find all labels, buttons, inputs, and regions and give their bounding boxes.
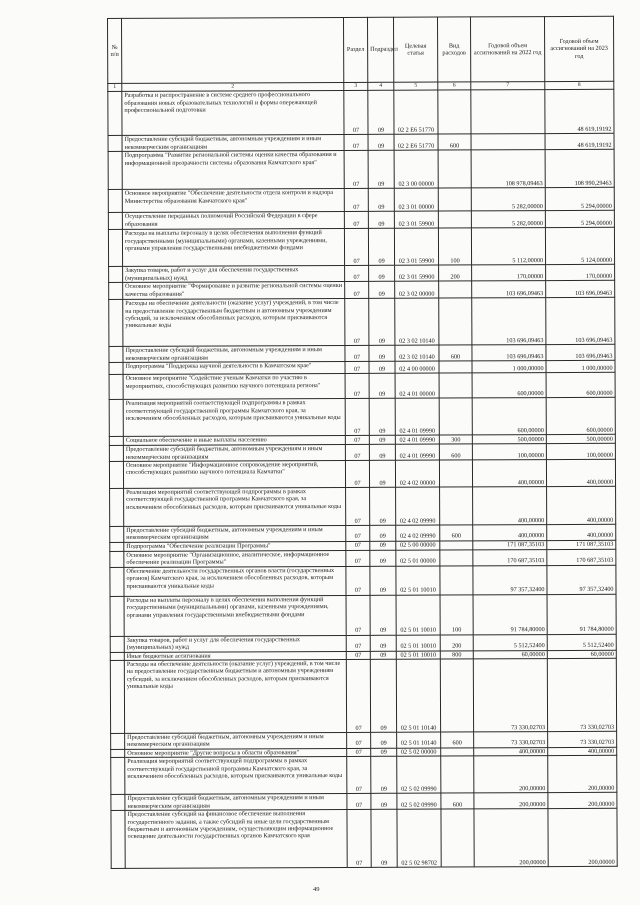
row-vr-cell: [439, 373, 472, 398]
row-razdel-cell: 07: [347, 748, 371, 757]
row-csr-cell: 02 5 01 10140: [397, 732, 441, 748]
table-row: [110, 658, 616, 733]
row-podrazdel-cell: 09: [370, 651, 396, 660]
row-2022-cell: 600,00000: [472, 373, 546, 398]
row-no-cell: [109, 375, 123, 400]
row-2023-cell: 100,00000: [546, 444, 615, 460]
row-podrazdel-cell: 09: [368, 212, 394, 229]
row-2023-cell: 97 357,32400: [547, 565, 616, 594]
row-vr-cell: 100: [440, 595, 473, 635]
table-body: [108, 90, 617, 869]
row-no-cell: [108, 213, 122, 230]
row-2022-cell: 103 696,09463: [472, 345, 546, 361]
header-csr: Целевая статья: [393, 17, 437, 82]
row-razdel-cell: 07: [344, 151, 368, 189]
table-row: [111, 756, 617, 795]
row-2023-cell: 400,00000: [548, 747, 617, 756]
row-vr-cell: [440, 550, 473, 566]
row-2022-cell: 5 282,00000: [471, 188, 545, 211]
row-razdel-cell: 07: [345, 299, 369, 346]
row-podrazdel-cell: 09: [370, 635, 396, 651]
table-row: [109, 265, 615, 283]
row-name-cell: Реализация мероприятий соответствующей подпрограммы в рамках соответствующей государственной программы Камчатского края, за исключением обособленных расходов, которым присваиваются уникальные коды: [124, 487, 346, 526]
row-razdel-cell: 07: [345, 399, 369, 436]
table-row: [108, 150, 614, 190]
row-2022-cell: 97 357,32400: [473, 565, 547, 594]
row-razdel-cell: 07: [345, 460, 369, 487]
row-2023-cell: 73 330,02703: [547, 658, 616, 731]
row-name-cell: Обеспечение деятельности государственных органов власти (государственных органов) Камчатского края, за исключением обособленных расходов, которым присваиваются уникальные коды: [124, 566, 346, 596]
row-vr-cell: [441, 756, 474, 793]
row-csr-cell: 02 3 00 00000: [394, 150, 438, 188]
table-header-row: [108, 16, 614, 83]
row-no-cell: [109, 461, 123, 488]
row-name-cell: Основное мероприятие "Формирование и развитие региональной системы оценки качества образования": [123, 282, 345, 300]
row-csr-cell: 02 3 01 00000: [394, 188, 438, 211]
row-csr-cell: 02 3 01 59900: [395, 265, 439, 281]
row-name-cell: Подпрограмма "Обеспечение реализации Программы": [124, 541, 346, 551]
row-vr-cell: 600: [439, 345, 472, 361]
row-vr-cell: [439, 298, 472, 345]
index-cell: 7: [471, 82, 545, 91]
row-2023-cell: 400,00000: [547, 486, 616, 524]
row-no-cell: [111, 811, 125, 869]
row-name-cell: Подпрограмма "Развитие региональной системы оценки качества образования и информационной прозрачности системы образования Камчатского края": [122, 151, 344, 190]
row-razdel-cell: 07: [344, 229, 368, 266]
row-2022-cell: 73 330,02703: [473, 659, 547, 732]
row-2023-cell: 400,00000: [547, 524, 616, 540]
row-podrazdel-cell: 09: [371, 794, 397, 810]
row-no-cell: [110, 660, 124, 733]
table-row: [108, 90, 614, 136]
row-razdel-cell: 07: [345, 436, 369, 445]
row-podrazdel-cell: 09: [369, 373, 395, 398]
row-no-cell: [108, 92, 122, 136]
row-no-cell: [109, 437, 123, 446]
row-razdel-cell: 07: [345, 374, 369, 399]
row-2022-cell: 5 112,00000: [471, 228, 545, 265]
row-2022-cell: 60,00000: [473, 650, 547, 659]
row-name-cell: Предоставление субсидий на финансовое обеспечение выполнения государственного задания, а также субсидий на иные цели государственным бюджетным и автономным учреждениям, осуществляющим информационное освещение деятельности государственных органов Камчатского края: [125, 810, 347, 869]
row-2023-cell: 5 512,52400: [547, 634, 616, 650]
row-podrazdel-cell: 09: [369, 460, 395, 487]
table-row: [111, 808, 617, 868]
row-2023-cell: 400,00000: [546, 459, 615, 486]
row-razdel-cell: 07: [346, 550, 370, 566]
row-podrazdel-cell: 09: [370, 525, 396, 541]
row-podrazdel-cell: 09: [370, 487, 396, 525]
row-2023-cell: 200,00000: [548, 793, 617, 809]
table-row: [109, 373, 615, 400]
row-podrazdel-cell: 09: [371, 809, 397, 867]
table-row: [110, 524, 616, 542]
row-razdel-cell: 07: [344, 135, 368, 151]
row-vr-cell: 100: [438, 228, 471, 265]
row-podrazdel-cell: 09: [369, 266, 395, 282]
row-podrazdel-cell: 09: [370, 659, 396, 732]
table-row: [109, 281, 615, 300]
row-name-cell: Основное мероприятие "Информационное сопровождение мероприятий, способствующих развитию научного потенциала Камчатки": [123, 460, 345, 488]
row-2023-cell: 48 619,19192: [545, 90, 614, 134]
row-2022-cell: [471, 134, 545, 150]
row-2022-cell: 91 784,80000: [473, 594, 547, 634]
row-2023-cell: 103 696,09463: [546, 281, 615, 298]
row-2022-cell: 73 330,02703: [474, 732, 548, 748]
row-vr-cell: [438, 90, 471, 134]
row-name-cell: Разработка и распространение в системе среднего профессионального образования новых образовательных технологий и формы опережающей профессиональной подготовки: [122, 91, 344, 136]
row-name-cell: Закупка товаров, работ и услуг для обеспечения государственных (муниципальных) нужд: [123, 266, 345, 283]
row-podrazdel-cell: 09: [368, 189, 394, 212]
row-vr-cell: [440, 566, 473, 595]
row-csr-cell: 02 4 02 09990: [396, 525, 440, 541]
row-2022-cell: 171 087,35103: [473, 540, 547, 549]
row-vr-cell: 600: [441, 732, 474, 748]
table-row: [109, 444, 615, 462]
row-razdel-cell: 07: [344, 189, 368, 212]
row-csr-cell: 02 4 01 00000: [395, 373, 439, 398]
row-podrazdel-cell: 09: [370, 566, 396, 595]
row-csr-cell: 02 5 02 09990: [397, 756, 441, 793]
row-no-cell: [109, 347, 123, 363]
row-name-cell: Предоставление субсидий бюджетным, автономным учреждениям и иным некоммерческим организациям: [123, 445, 345, 462]
row-name-cell: Основное мероприятие "Содействие ученым Камчатки по участию в мероприятиях, способствующих развитию научного потенциала региона": [123, 374, 345, 400]
row-2023-cell: 5 294,00000: [545, 211, 614, 228]
row-razdel-cell: 07: [346, 651, 370, 660]
row-vr-cell: [438, 150, 471, 188]
row-razdel-cell: 07: [346, 487, 370, 525]
row-razdel-cell: 07: [345, 266, 369, 282]
row-2023-cell: 5 294,00000: [545, 188, 614, 211]
row-csr-cell: 02 4 02 00000: [395, 460, 439, 487]
header-razdel: Раздел: [343, 17, 367, 82]
header-name: [122, 17, 344, 83]
row-2022-cell: 170 687,35103: [473, 549, 547, 565]
row-2023-cell: 91 784,80000: [547, 594, 616, 634]
row-name-cell: Основное мероприятие "Организационное, аналитическое, информационное обеспечение реализации Программы": [124, 550, 346, 567]
row-no-cell: [110, 488, 124, 526]
row-name-cell: Предоставление субсидий бюджетным, автономным учреждениям и иным некоммерческим организациям: [123, 346, 345, 363]
index-cell: 2: [122, 82, 344, 91]
row-csr-cell: 02 3 01 59900: [394, 211, 438, 228]
row-csr-cell: 02 3 02 10140: [395, 298, 439, 345]
row-2022-cell: 400,00000: [473, 487, 547, 525]
table-row: [110, 634, 616, 652]
row-razdel-cell: 07: [344, 91, 368, 135]
row-2022-cell: 500,00000: [472, 435, 546, 444]
header-podrazdel: Подраздел: [367, 17, 393, 82]
row-no-cell: [110, 551, 124, 567]
row-no-cell: [111, 758, 125, 795]
header-vr: Вид расходов: [437, 17, 470, 82]
table-row: [109, 345, 615, 363]
table-row: [110, 594, 616, 636]
row-razdel-cell: 07: [347, 732, 371, 748]
index-cell: 5: [394, 82, 438, 91]
row-podrazdel-cell: 09: [370, 541, 396, 550]
table-row: [109, 398, 615, 437]
row-podrazdel-cell: 09: [369, 444, 395, 460]
row-podrazdel-cell: 09: [369, 281, 395, 298]
row-razdel-cell: 07: [346, 635, 370, 651]
row-razdel-cell: 07: [346, 659, 370, 732]
row-vr-cell: 600: [441, 793, 474, 809]
row-razdel-cell: 07: [345, 362, 369, 374]
page-number: 49: [313, 886, 320, 893]
budget-table: [107, 16, 618, 869]
row-podrazdel-cell: 09: [371, 748, 397, 757]
row-2022-cell: 600,00000: [472, 398, 546, 435]
table-row: [111, 731, 617, 749]
row-podrazdel-cell: 09: [371, 732, 397, 748]
table-row: [110, 549, 616, 567]
row-no-cell: [109, 400, 123, 437]
row-vr-cell: 200: [440, 635, 473, 651]
row-csr-cell: 02 4 02 09990: [396, 487, 440, 525]
header-no: № п/п: [108, 18, 122, 83]
row-2022-cell: 400,00000: [473, 525, 547, 541]
row-2023-cell: 103 696,09463: [546, 345, 615, 361]
table-row: [109, 459, 615, 488]
row-2023-cell: 1 000,00000: [546, 361, 615, 373]
row-2022-cell: 200,00000: [474, 756, 548, 793]
row-vr-cell: 600: [438, 134, 471, 150]
row-2023-cell: 108 990,29463: [545, 150, 614, 188]
row-csr-cell: 02 5 01 10140: [396, 659, 440, 732]
table-row: [108, 211, 614, 230]
row-csr-cell: 02 3 01 59900: [394, 228, 438, 265]
row-2022-cell: 1 000,00000: [472, 361, 546, 373]
row-razdel-cell: 07: [345, 445, 369, 461]
row-podrazdel-cell: 09: [370, 595, 396, 635]
row-2022-cell: 5 282,00000: [471, 211, 545, 228]
row-csr-cell: 02 3 02 00000: [395, 281, 439, 298]
row-2022-cell: [471, 90, 545, 134]
row-no-cell: [108, 152, 122, 190]
row-razdel-cell: 07: [347, 809, 371, 867]
row-csr-cell: 02 5 01 00000: [396, 550, 440, 566]
row-2023-cell: 200,00000: [548, 756, 617, 793]
row-no-cell: [110, 652, 124, 660]
row-name-cell: Основное мероприятие "Другие вопросы в области образования": [125, 748, 347, 757]
row-name-cell: Предоставление субсидий бюджетным, автономным учреждениям и иным некоммерческим организациям: [122, 135, 344, 152]
row-no-cell: [110, 636, 124, 652]
row-vr-cell: [440, 541, 473, 550]
table-row: [110, 486, 616, 526]
row-name-cell: Расходы на обеспечение деятельности (оказание услуг) учреждений, в том числе на предоставление государственным бюджетным и автономным учреждениям субсидий, за исключением обособленных расходов, которым присваиваются уникальные коды: [123, 299, 345, 347]
row-vr-cell: 200: [439, 265, 472, 281]
row-no-cell: [111, 749, 125, 757]
row-csr-cell: 02 4 01 09990: [395, 435, 439, 444]
row-podrazdel-cell: 09: [368, 91, 394, 135]
index-cell: 4: [368, 82, 394, 91]
row-podrazdel-cell: 09: [368, 151, 394, 189]
row-vr-cell: [440, 487, 473, 525]
row-csr-cell: 02 3 02 10140: [395, 345, 439, 361]
row-podrazdel-cell: 09: [369, 345, 395, 361]
row-vr-cell: [438, 211, 471, 228]
header-2022: Годовой объем ассигнований на 2022 год: [470, 17, 544, 82]
row-vr-cell: [441, 809, 474, 867]
row-name-cell: Реализация мероприятий соответствующей подпрограммы в рамках соответствующей государственной программы Камчатского края, за исключением обособленных расходов, которым присваиваются уникальные коды: [125, 757, 347, 795]
row-2023-cell: 73 330,02703: [548, 731, 617, 747]
index-cell: 3: [344, 82, 368, 91]
table-row: [108, 228, 614, 267]
row-csr-cell: 02 2 E6 51770: [394, 134, 438, 150]
row-no-cell: [109, 283, 123, 300]
row-vr-cell: 300: [439, 435, 472, 444]
row-podrazdel-cell: 09: [369, 435, 395, 444]
row-name-cell: Расходы на выплаты персоналу в целях обеспечения выполнения функций государственными (муниципальными) органами, казенными учреждениями, органами управления государственными внебюджетными фондами: [122, 229, 344, 267]
row-csr-cell: 02 2 E6 51770: [394, 90, 438, 134]
row-vr-cell: [438, 188, 471, 211]
row-2022-cell: 400,00000: [474, 747, 548, 756]
row-no-cell: [110, 596, 124, 636]
row-2023-cell: 60,00000: [547, 650, 616, 659]
row-name-cell: Расходы на обеспечение деятельности (оказание услуг) учреждений, в том числе на предоставление государственным бюджетным и автономным учреждениям субсидий, за исключением обособленных расходов, которым присваиваются уникальные коды: [124, 660, 346, 734]
row-csr-cell: 02 5 01 10010: [396, 595, 440, 635]
row-csr-cell: 02 5 02 00000: [397, 748, 441, 757]
table-row: [109, 298, 615, 347]
row-no-cell: [108, 136, 122, 152]
row-vr-cell: 800: [440, 651, 473, 660]
index-cell: 1: [108, 83, 122, 91]
row-no-cell: [109, 446, 123, 462]
row-2023-cell: 103 696,09463: [546, 298, 615, 345]
row-podrazdel-cell: 09: [369, 298, 395, 345]
row-name-cell: Иные бюджетные ассигнования: [124, 651, 346, 660]
table-row: [108, 188, 614, 213]
row-vr-cell: 600: [439, 444, 472, 460]
row-vr-cell: [439, 460, 472, 487]
row-csr-cell: 02 5 00 00000: [396, 541, 440, 550]
row-no-cell: [109, 300, 123, 347]
row-2023-cell: 171 087,35103: [547, 540, 616, 549]
row-2023-cell: 600,00000: [546, 373, 615, 398]
row-razdel-cell: 07: [345, 346, 369, 362]
row-2023-cell: 5 124,00000: [545, 228, 614, 265]
row-name-cell: Социальное обеспечение и иные выплаты населению: [123, 436, 345, 446]
row-name-cell: Закупка товаров, работ и услуг для обеспечения государственных (муниципальных) нужд: [124, 635, 346, 652]
row-name-cell: Основное мероприятие "Обеспечение деятельности отдела контроля и надзора Министерства образования Камчатского края": [122, 189, 344, 213]
row-no-cell: [108, 230, 122, 267]
row-razdel-cell: 07: [346, 566, 370, 595]
row-csr-cell: 02 5 01 10010: [396, 566, 440, 595]
row-name-cell: Расходы на выплаты персоналу в целях обеспечения выполнения функций государственными (муниципальными) органами, казенными учреждениями, органами управления государственными внебюджетными фондами: [124, 595, 346, 636]
table-row: [110, 565, 616, 596]
row-razdel-cell: 07: [344, 212, 368, 229]
row-razdel-cell: 07: [346, 525, 370, 541]
row-podrazdel-cell: 09: [369, 398, 395, 435]
row-csr-cell: 02 4 00 00000: [395, 361, 439, 373]
row-csr-cell: 02 5 01 10010: [396, 651, 440, 660]
table-row: [111, 793, 617, 811]
row-no-cell: [110, 526, 124, 542]
row-podrazdel-cell: 09: [368, 135, 394, 151]
row-no-cell: [110, 542, 124, 551]
row-razdel-cell: 07: [346, 541, 370, 550]
row-2023-cell: 170,00000: [546, 265, 615, 281]
row-no-cell: [108, 190, 122, 213]
row-podrazdel-cell: 09: [371, 757, 397, 794]
row-name-cell: Осуществление переданных полномочий Российской Федерации в сфере образования: [122, 212, 344, 230]
row-2022-cell: 108 978,09463: [471, 150, 545, 188]
row-csr-cell: 02 5 01 10010: [396, 635, 440, 651]
header-2023: Годовой объем ассигнований на 2023 год: [544, 16, 613, 81]
row-name-cell: Предоставление субсидий бюджетным, автономным учреждениям и иным некоммерческим организациям: [124, 525, 346, 542]
row-2022-cell: 5 512,52400: [473, 634, 547, 650]
index-cell: 8: [545, 81, 614, 90]
row-vr-cell: 600: [440, 525, 473, 541]
row-razdel-cell: 07: [345, 282, 369, 299]
row-vr-cell: [439, 398, 472, 435]
row-csr-cell: 02 5 02 98702: [397, 809, 441, 867]
row-name-cell: Реализация мероприятий соответствующей подпрограммы в рамках соответствующей государственной программы Камчатского края, за исключением обособленных расходов, которым присваиваются уникальные коды: [123, 399, 345, 437]
row-2022-cell: 200,00000: [474, 809, 548, 867]
row-vr-cell: [441, 748, 474, 757]
row-2023-cell: 170 687,35103: [547, 549, 616, 565]
row-no-cell: [109, 363, 123, 375]
row-2023-cell: 200,00000: [548, 808, 617, 866]
row-name-cell: Предоставление субсидий бюджетным, автономным учреждениям и иным некоммерческим организациям: [125, 733, 347, 750]
row-2022-cell: 103 696,09463: [472, 281, 546, 298]
row-name-cell: Предоставление субсидий бюджетным, автономным учреждениям и иным некоммерческим организациям: [125, 794, 347, 811]
row-2022-cell: 103 696,09463: [472, 298, 546, 345]
row-no-cell: [110, 567, 124, 596]
row-2022-cell: 100,00000: [472, 444, 546, 460]
row-2022-cell: 170,00000: [472, 265, 546, 281]
row-razdel-cell: 07: [346, 595, 370, 635]
row-vr-cell: [440, 659, 473, 732]
row-2022-cell: 200,00000: [474, 793, 548, 809]
row-no-cell: [111, 795, 125, 811]
row-csr-cell: 02 5 02 09990: [397, 793, 441, 809]
row-2023-cell: 600,00000: [546, 398, 615, 435]
row-vr-cell: [439, 281, 472, 298]
row-csr-cell: 02 4 01 09990: [395, 398, 439, 435]
row-csr-cell: 02 4 01 09990: [395, 444, 439, 460]
row-podrazdel-cell: 09: [370, 550, 396, 566]
row-vr-cell: [439, 361, 472, 373]
row-razdel-cell: 07: [347, 757, 371, 794]
index-cell: 6: [438, 82, 471, 91]
row-razdel-cell: 07: [347, 794, 371, 810]
row-podrazdel-cell: 09: [368, 229, 394, 266]
row-podrazdel-cell: 09: [369, 361, 395, 373]
row-no-cell: [109, 267, 123, 283]
row-2022-cell: 400,00000: [472, 460, 546, 487]
row-name-cell: Подпрограмма "Поддержка научной деятельности в Камчатском крае": [123, 362, 345, 375]
row-2023-cell: 48 619,19192: [545, 134, 614, 150]
row-2023-cell: 500,00000: [546, 435, 615, 444]
row-no-cell: [111, 733, 125, 749]
